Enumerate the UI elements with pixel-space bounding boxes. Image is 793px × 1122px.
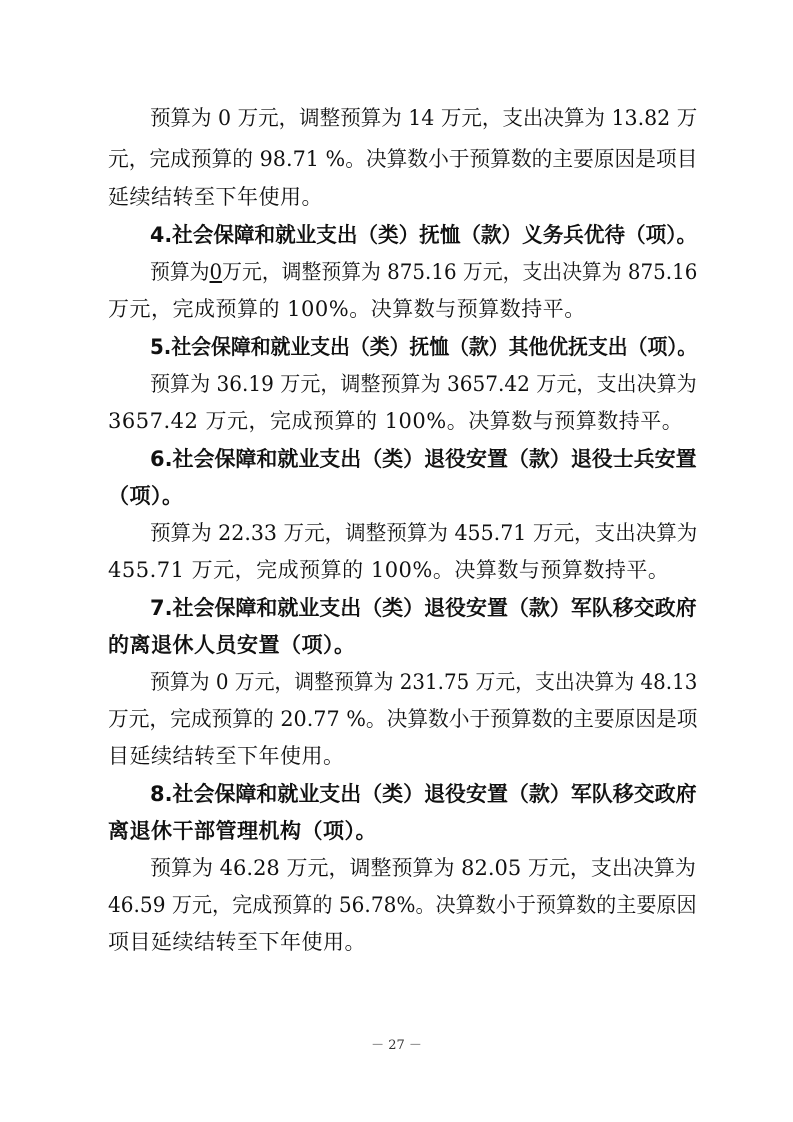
paragraph-line: 455.71 万元，完成预算的 100%。决算数与预算数持平。: [108, 558, 670, 582]
paragraph-line: 预算为0万元，调整预算为 875.16 万元，支出决算为 875.16: [150, 260, 698, 284]
paragraph-line: 万元，完成预算的 20.77 %。决算数小于预算数的主要原因是项: [108, 707, 698, 731]
section-heading-6: 6.社会保障和就业支出（类）退役安置（款）退役士兵安置: [150, 447, 697, 471]
section-heading-6-cont: （项）。: [108, 484, 184, 508]
section-heading-7-cont: 的离退休人员安置（项）。: [108, 633, 356, 657]
section-heading-5: 5.社会保障和就业支出（类）抚恤（款）其他优抚支出（项）。: [150, 335, 698, 359]
paragraph-line: 预算为 0 万元，调整预算为 14 万元，支出决算为 13.82 万: [150, 106, 698, 130]
paragraph-line: 预算为 22.33 万元，调整预算为 455.71 万元，支出决算为: [150, 521, 698, 545]
paragraph-line: 46.59 万元，完成预算的 56.78%。决算数小于预算数的主要原因: [108, 893, 697, 917]
paragraph-line: 延续结转至下年使用。: [108, 185, 323, 209]
paragraph-line: 元，完成预算的 98.71 %。决算数小于预算数的主要原因是项目: [108, 147, 698, 171]
underlined-value: 0: [209, 260, 223, 284]
paragraph-line: 预算为 46.28 万元，调整预算为 82.05 万元，支出决算为: [150, 856, 696, 880]
paragraph-line: 项目延续结转至下年使用。: [108, 930, 366, 954]
paragraph-line: 3657.42 万元，完成预算的 100%。决算数与预算数持平。: [108, 409, 684, 433]
section-heading-4: 4.社会保障和就业支出（类）抚恤（款）义务兵优待（项）。: [150, 223, 698, 247]
section-heading-8-cont: 离退休干部管理机构（项）。: [108, 819, 377, 843]
section-heading-8: 8.社会保障和就业支出（类）退役安置（款）军队移交政府: [150, 782, 697, 806]
paragraph-line: 预算为 36.19 万元，调整预算为 3657.42 万元，支出决算为: [150, 372, 697, 396]
paragraph-line: 万元，完成预算的 100%。决算数与预算数持平。: [108, 297, 586, 321]
paragraph-line: 目延续结转至下年使用。: [108, 744, 345, 768]
section-heading-7: 7.社会保障和就业支出（类）退役安置（款）军队移交政府: [150, 596, 697, 620]
page-number: － 27 －: [371, 1038, 422, 1053]
paragraph-line: 预算为 0 万元，调整预算为 231.75 万元，支出决算为 48.13: [150, 670, 698, 694]
